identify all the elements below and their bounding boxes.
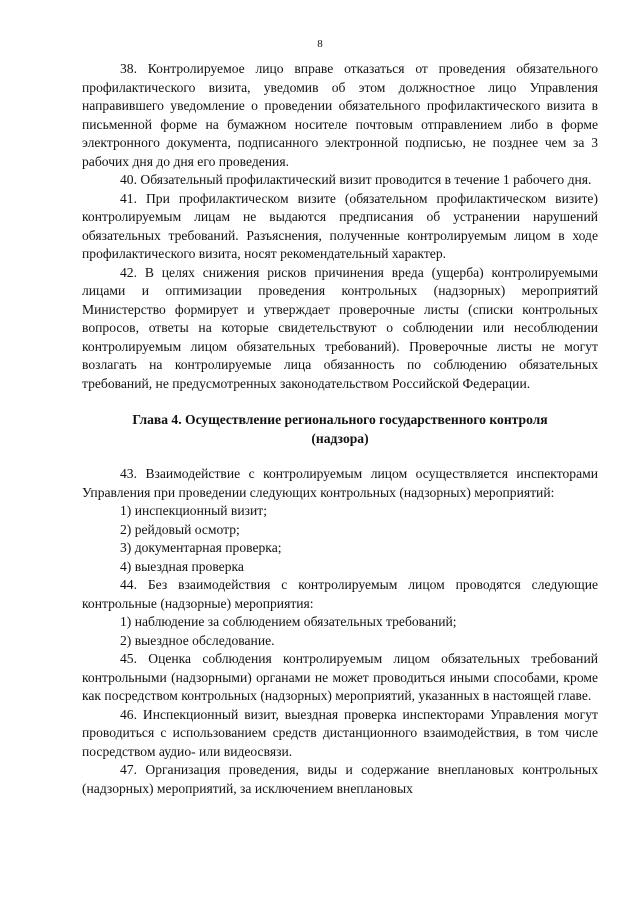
paragraph-44: 44. Без взаимодействия с контролируемым лицом проводятся следующие контрольные (надзорные) мероприятия: (82, 577, 598, 611)
paragraph-46: 46. Инспекционный визит, выездная проверка инспекторами Управления могут проводиться с использованием средств дистанционного взаимодействия, в том числе посредством аудио- или видеосвязи. (82, 706, 598, 759)
paragraph-43: 43. Взаимодействие с контролируемым лицом осуществляется инспекторами Управления при проведении следующих контрольных (надзорных) мероприятий: (82, 466, 598, 500)
paragraph-45: 45. Оценка соблюдения контролируемым лицом обязательных требований контрольными (надзорными) органами не может проводиться иными способами, кроме как посредством контрольных (надзорных) мероприятий, указанных в настоящей главе. (82, 651, 598, 703)
list-item: 2) рейдовый осмотр; (120, 521, 240, 537)
list-item: 2) выездное обследование. (120, 632, 275, 648)
list-item: 1) инспекционный визит; (120, 503, 267, 518)
chapter-title: Глава 4. Осуществление регионального государственного контроля (надзора) (132, 412, 548, 446)
paragraph-40: 40. Обязательный профилактический визит проводится в течение 1 рабочего дня. (120, 172, 592, 187)
paragraph-41: 41. При профилактическом визите (обязательном профилактическом визите) контролируемым лицам не выдаются предписания об устранении нарушений обязательных требований. Разъяснения, полученные контролируемым лицом в ходе профилактического визита, носят рекомендательный характер. (82, 190, 598, 261)
paragraph-38: 38. Контролируемое лицо вправе отказаться от проведения обязательного профилактического визита, уведомив об этом должностное лицо Управления направившего уведомление о проведении обязательного профилактического визита в письменной форме на бумажном носителе почтовым отправлением либо в форме электронного документа, подписанного электронной подписью, не позднее чем за 3 рабочих дня до дня его проведения. (82, 61, 598, 169)
list-item: 3) документарная проверка; (120, 540, 282, 555)
document-body (82, 60, 598, 798)
page-number: 8 (317, 38, 323, 50)
paragraph-42: 42. В целях снижения рисков причинения вреда (ущерба) контролируемыми лицами и оптимизации проведения контрольных (надзорных) мероприятий Министерство формирует и утверждает проверочные листы (списки контрольных вопросов, ответы на которые свидетельствуют о соблюдении или несоблюдении контролируемым лицом обязательных требований). Проверочные листы не могут возлагать на контролируемые лица обязанность по соблюдению обязательных требований, не предусмотренных законодательством Российской Федерации. (82, 264, 598, 391)
paragraph-47: 47. Организация проведения, виды и содержание внеплановых контрольных (надзорных) мероприятий, за исключением внеплановых (82, 762, 598, 796)
list-item: 4) выездная проверка (120, 558, 244, 574)
list-item: 1) наблюдение за соблюдением обязательных требований; (120, 614, 457, 629)
